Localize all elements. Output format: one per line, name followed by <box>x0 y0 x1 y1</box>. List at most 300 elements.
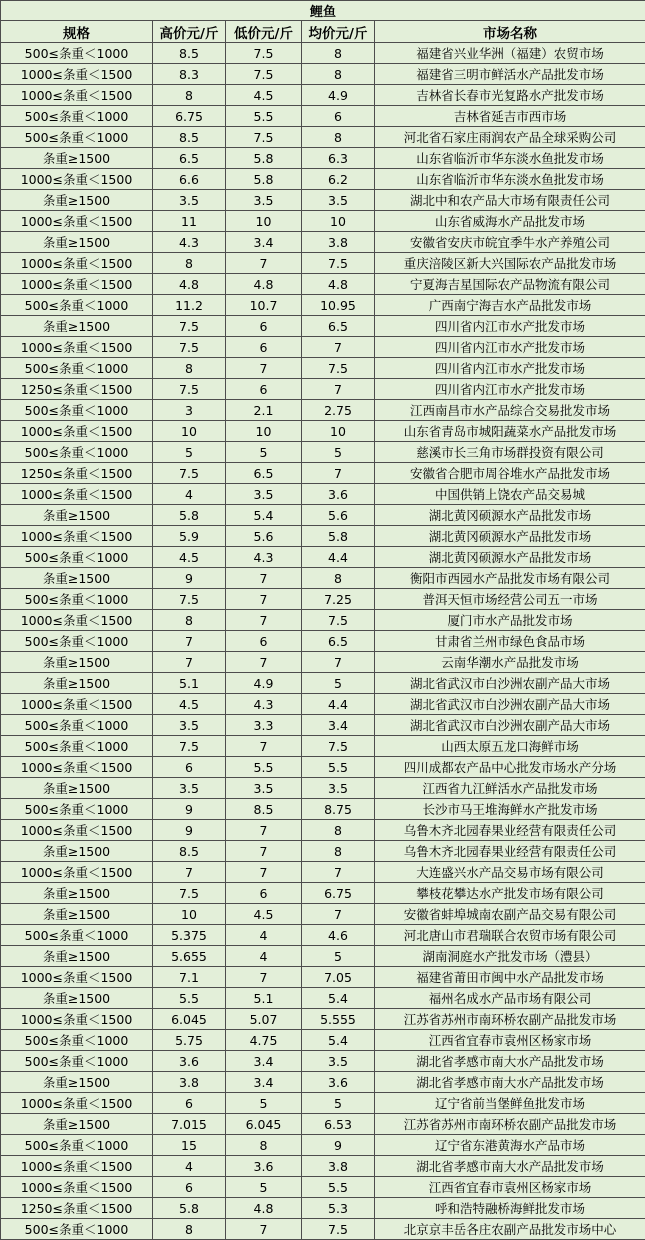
spec-cell: 500≤条重＜1000 <box>1 631 153 652</box>
high-price-cell: 6 <box>153 1177 226 1198</box>
market-name-cell: 云南华潮水产品批发市场 <box>375 652 645 673</box>
table-row <box>1 253 645 274</box>
low-price-cell: 7 <box>226 253 302 274</box>
table-row <box>1 883 645 904</box>
header-market-name: 市场名称 <box>375 21 645 43</box>
market-name-cell: 普洱天恒市场经营公司五一市场 <box>375 589 645 610</box>
high-price-cell: 5.75 <box>153 1030 226 1051</box>
avg-price-cell: 5 <box>302 1093 375 1114</box>
high-price-cell: 4.5 <box>153 547 226 568</box>
low-price-cell: 4.75 <box>226 1030 302 1051</box>
low-price-cell: 7 <box>226 967 302 988</box>
low-price-cell: 4.3 <box>226 547 302 568</box>
table-row <box>1 631 645 652</box>
low-price-cell: 6.045 <box>226 1114 302 1135</box>
high-price-cell: 5.8 <box>153 505 226 526</box>
low-price-cell: 7 <box>226 1219 302 1240</box>
spec-cell: 500≤条重＜1000 <box>1 106 153 127</box>
header-high-price: 高价元/斤 <box>153 21 226 43</box>
low-price-cell: 6 <box>226 379 302 400</box>
low-price-cell: 7 <box>226 589 302 610</box>
spec-cell: 1000≤条重＜1500 <box>1 820 153 841</box>
low-price-cell: 7 <box>226 358 302 379</box>
market-name-cell: 四川省内江市水产批发市场 <box>375 379 645 400</box>
high-price-cell: 9 <box>153 568 226 589</box>
avg-price-cell: 7.5 <box>302 610 375 631</box>
low-price-cell: 7.5 <box>226 64 302 85</box>
market-name-cell: 湖北省孝感市南大水产品批发市场 <box>375 1156 645 1177</box>
avg-price-cell: 7.5 <box>302 736 375 757</box>
table-body <box>1 43 645 1240</box>
market-name-cell: 福建省莆田市闽中水产品批发市场 <box>375 967 645 988</box>
avg-price-cell: 4.4 <box>302 694 375 715</box>
spec-cell: 1000≤条重＜1500 <box>1 526 153 547</box>
spec-cell: 1000≤条重＜1500 <box>1 967 153 988</box>
market-name-cell: 湖北省武汉市白沙洲农副产品大市场 <box>375 673 645 694</box>
low-price-cell: 5.4 <box>226 505 302 526</box>
table-row <box>1 757 645 778</box>
low-price-cell: 4.5 <box>226 904 302 925</box>
table-row <box>1 736 645 757</box>
low-price-cell: 7 <box>226 568 302 589</box>
spec-cell: 条重≥1500 <box>1 232 153 253</box>
spec-cell: 1000≤条重＜1500 <box>1 1177 153 1198</box>
high-price-cell: 8 <box>153 1219 226 1240</box>
high-price-cell: 8.5 <box>153 127 226 148</box>
spec-cell: 500≤条重＜1000 <box>1 295 153 316</box>
market-name-cell: 吉林省延吉市西市场 <box>375 106 645 127</box>
market-name-cell: 安徽省蚌埠城南农副产品交易有限公司 <box>375 904 645 925</box>
low-price-cell: 5.8 <box>226 169 302 190</box>
spec-cell: 1000≤条重＜1500 <box>1 85 153 106</box>
avg-price-cell: 5 <box>302 442 375 463</box>
spec-cell: 500≤条重＜1000 <box>1 1051 153 1072</box>
avg-price-cell: 5.6 <box>302 505 375 526</box>
low-price-cell: 3.5 <box>226 778 302 799</box>
table-row <box>1 295 645 316</box>
low-price-cell: 7 <box>226 862 302 883</box>
market-name-cell: 江西南昌市水产品综合交易批发市场 <box>375 400 645 421</box>
spec-cell: 500≤条重＜1000 <box>1 400 153 421</box>
market-name-cell: 河北唐山市君瑞联合农贸市场有限公司 <box>375 925 645 946</box>
market-name-cell: 江西省宜春市袁州区杨家市场 <box>375 1030 645 1051</box>
high-price-cell: 8 <box>153 85 226 106</box>
spec-cell: 1000≤条重＜1500 <box>1 694 153 715</box>
avg-price-cell: 5.3 <box>302 1198 375 1219</box>
avg-price-cell: 7.5 <box>302 358 375 379</box>
avg-price-cell: 8 <box>302 127 375 148</box>
low-price-cell: 10 <box>226 211 302 232</box>
market-name-cell: 山东省青岛市城阳蔬菜水产品批发市场 <box>375 421 645 442</box>
high-price-cell: 7 <box>153 631 226 652</box>
low-price-cell: 5.8 <box>226 148 302 169</box>
table-row <box>1 211 645 232</box>
table-row <box>1 967 645 988</box>
high-price-cell: 5.655 <box>153 946 226 967</box>
market-name-cell: 江苏省苏州市南环桥农副产品批发市场 <box>375 1114 645 1135</box>
table-row <box>1 610 645 631</box>
spec-cell: 条重≥1500 <box>1 904 153 925</box>
market-name-cell: 湖北省孝感市南大水产品批发市场 <box>375 1051 645 1072</box>
low-price-cell: 4.8 <box>226 1198 302 1219</box>
low-price-cell: 10 <box>226 421 302 442</box>
avg-price-cell: 4.8 <box>302 274 375 295</box>
spec-cell: 条重≥1500 <box>1 673 153 694</box>
market-name-cell: 甘肃省兰州市绿色食品市场 <box>375 631 645 652</box>
high-price-cell: 8 <box>153 610 226 631</box>
avg-price-cell: 7.05 <box>302 967 375 988</box>
market-name-cell: 长沙市马王堆海鲜水产批发市场 <box>375 799 645 820</box>
high-price-cell: 5.375 <box>153 925 226 946</box>
high-price-cell: 5.5 <box>153 988 226 1009</box>
market-name-cell: 湖北黄冈硕源水产品批发市场 <box>375 547 645 568</box>
avg-price-cell: 4.6 <box>302 925 375 946</box>
avg-price-cell: 3.5 <box>302 190 375 211</box>
market-name-cell: 吉林省长春市光复路水产批发市场 <box>375 85 645 106</box>
table-row <box>1 526 645 547</box>
table-row <box>1 64 645 85</box>
market-name-cell: 河北省石家庄雨润农产品全球采购公司 <box>375 127 645 148</box>
low-price-cell: 5.07 <box>226 1009 302 1030</box>
table-row <box>1 925 645 946</box>
avg-price-cell: 6.53 <box>302 1114 375 1135</box>
market-name-cell: 江西省九江鲜活水产品批发市场 <box>375 778 645 799</box>
high-price-cell: 7 <box>153 652 226 673</box>
avg-price-cell: 8 <box>302 64 375 85</box>
market-name-cell: 中国供销上饶农产品交易城 <box>375 484 645 505</box>
low-price-cell: 3.6 <box>226 1156 302 1177</box>
spec-cell: 条重≥1500 <box>1 883 153 904</box>
spec-cell: 条重≥1500 <box>1 988 153 1009</box>
spec-cell: 1250≤条重＜1500 <box>1 1198 153 1219</box>
high-price-cell: 4.3 <box>153 232 226 253</box>
market-name-cell: 呼和浩特融桥海鲜批发市场 <box>375 1198 645 1219</box>
low-price-cell: 5 <box>226 1093 302 1114</box>
high-price-cell: 3.5 <box>153 715 226 736</box>
table-row <box>1 106 645 127</box>
table-row <box>1 232 645 253</box>
table-row <box>1 85 645 106</box>
avg-price-cell: 6.5 <box>302 631 375 652</box>
market-name-cell: 湖北黄冈硕源水产品批发市场 <box>375 505 645 526</box>
avg-price-cell: 7 <box>302 904 375 925</box>
table-row <box>1 715 645 736</box>
spec-cell: 1250≤条重＜1500 <box>1 379 153 400</box>
market-name-cell: 重庆涪陵区新大兴国际农产品批发市场 <box>375 253 645 274</box>
avg-price-cell: 4.9 <box>302 85 375 106</box>
spec-cell: 条重≥1500 <box>1 1114 153 1135</box>
low-price-cell: 3.3 <box>226 715 302 736</box>
low-price-cell: 7 <box>226 820 302 841</box>
low-price-cell: 5 <box>226 442 302 463</box>
market-name-cell: 辽宁省东港黄海水产品市场 <box>375 1135 645 1156</box>
market-name-cell: 攀枝花攀达水产批发市场有限公司 <box>375 883 645 904</box>
table-row <box>1 421 645 442</box>
high-price-cell: 8.5 <box>153 43 226 64</box>
spec-cell: 1000≤条重＜1500 <box>1 610 153 631</box>
table-row <box>1 547 645 568</box>
market-name-cell: 衡阳市西园水产品批发市场有限公司 <box>375 568 645 589</box>
header-spec: 规格 <box>1 21 153 43</box>
table-row <box>1 379 645 400</box>
high-price-cell: 7.5 <box>153 337 226 358</box>
low-price-cell: 7 <box>226 652 302 673</box>
low-price-cell: 6.5 <box>226 463 302 484</box>
high-price-cell: 3.5 <box>153 778 226 799</box>
spec-cell: 条重≥1500 <box>1 946 153 967</box>
market-name-cell: 大连盛兴水产品交易市场有限公司 <box>375 862 645 883</box>
avg-price-cell: 7.5 <box>302 1219 375 1240</box>
high-price-cell: 5.9 <box>153 526 226 547</box>
spec-cell: 条重≥1500 <box>1 778 153 799</box>
table-row <box>1 1093 645 1114</box>
low-price-cell: 3.5 <box>226 484 302 505</box>
table-row <box>1 1030 645 1051</box>
market-name-cell: 湖北省孝感市南大水产品批发市场 <box>375 1072 645 1093</box>
spec-cell: 1000≤条重＜1500 <box>1 862 153 883</box>
avg-price-cell: 3.8 <box>302 232 375 253</box>
high-price-cell: 8.3 <box>153 64 226 85</box>
avg-price-cell: 5 <box>302 673 375 694</box>
spec-cell: 1000≤条重＜1500 <box>1 1093 153 1114</box>
table-row <box>1 463 645 484</box>
high-price-cell: 10 <box>153 421 226 442</box>
table-row <box>1 337 645 358</box>
low-price-cell: 4.8 <box>226 274 302 295</box>
market-name-cell: 山东省临沂市华东淡水鱼批发市场 <box>375 169 645 190</box>
table-row <box>1 694 645 715</box>
high-price-cell: 4 <box>153 1156 226 1177</box>
low-price-cell: 4.3 <box>226 694 302 715</box>
header-row <box>1 21 645 43</box>
high-price-cell: 9 <box>153 799 226 820</box>
high-price-cell: 15 <box>153 1135 226 1156</box>
avg-price-cell: 8.75 <box>302 799 375 820</box>
table-row <box>1 484 645 505</box>
table-row <box>1 778 645 799</box>
spec-cell: 条重≥1500 <box>1 652 153 673</box>
table-row <box>1 799 645 820</box>
avg-price-cell: 10 <box>302 421 375 442</box>
high-price-cell: 6.6 <box>153 169 226 190</box>
table-row <box>1 1009 645 1030</box>
high-price-cell: 4.5 <box>153 694 226 715</box>
market-name-cell: 广西南宁海吉水产品批发市场 <box>375 295 645 316</box>
market-name-cell: 安徽省合肥市周谷堆水产品批发市场 <box>375 463 645 484</box>
avg-price-cell: 3.6 <box>302 484 375 505</box>
high-price-cell: 7.5 <box>153 883 226 904</box>
spec-cell: 条重≥1500 <box>1 841 153 862</box>
spec-cell: 条重≥1500 <box>1 568 153 589</box>
high-price-cell: 4.8 <box>153 274 226 295</box>
avg-price-cell: 4.4 <box>302 547 375 568</box>
table-row <box>1 1198 645 1219</box>
market-name-cell: 宁夏海吉星国际农产品物流有限公司 <box>375 274 645 295</box>
market-name-cell: 慈溪市长三角市场群投资有限公司 <box>375 442 645 463</box>
table-row <box>1 1156 645 1177</box>
table-row <box>1 1135 645 1156</box>
high-price-cell: 11.2 <box>153 295 226 316</box>
spec-cell: 500≤条重＜1000 <box>1 127 153 148</box>
avg-price-cell: 3.4 <box>302 715 375 736</box>
table-row <box>1 841 645 862</box>
spec-cell: 500≤条重＜1000 <box>1 442 153 463</box>
avg-price-cell: 7.5 <box>302 253 375 274</box>
spec-cell: 500≤条重＜1000 <box>1 799 153 820</box>
spec-cell: 1000≤条重＜1500 <box>1 169 153 190</box>
spec-cell: 条重≥1500 <box>1 148 153 169</box>
market-name-cell: 湖南洞庭水产批发市场（澧县） <box>375 946 645 967</box>
high-price-cell: 5.8 <box>153 1198 226 1219</box>
spec-cell: 1000≤条重＜1500 <box>1 211 153 232</box>
high-price-cell: 6 <box>153 1093 226 1114</box>
low-price-cell: 4.5 <box>226 85 302 106</box>
market-name-cell: 山东省威海水产品批发市场 <box>375 211 645 232</box>
market-name-cell: 山西太原五龙口海鲜市场 <box>375 736 645 757</box>
table-row <box>1 673 645 694</box>
market-name-cell: 乌鲁木齐北园春果业经营有限责任公司 <box>375 841 645 862</box>
avg-price-cell: 3.5 <box>302 778 375 799</box>
low-price-cell: 8.5 <box>226 799 302 820</box>
spec-cell: 条重≥1500 <box>1 1072 153 1093</box>
market-name-cell: 山东省临沂市华东淡水鱼批发市场 <box>375 148 645 169</box>
avg-price-cell: 7 <box>302 862 375 883</box>
high-price-cell: 3 <box>153 400 226 421</box>
avg-price-cell: 8 <box>302 568 375 589</box>
title-row <box>1 1 645 21</box>
high-price-cell: 9 <box>153 820 226 841</box>
avg-price-cell: 8 <box>302 820 375 841</box>
avg-price-cell: 3.6 <box>302 1072 375 1093</box>
low-price-cell: 6 <box>226 883 302 904</box>
high-price-cell: 6 <box>153 757 226 778</box>
market-name-cell: 江西省宜春市袁州区杨家市场 <box>375 1177 645 1198</box>
market-name-cell: 湖北省武汉市白沙洲农副产品大市场 <box>375 694 645 715</box>
table-row <box>1 274 645 295</box>
avg-price-cell: 7 <box>302 652 375 673</box>
low-price-cell: 7 <box>226 841 302 862</box>
low-price-cell: 5.6 <box>226 526 302 547</box>
high-price-cell: 6.5 <box>153 148 226 169</box>
low-price-cell: 6 <box>226 316 302 337</box>
low-price-cell: 4.9 <box>226 673 302 694</box>
table-row <box>1 862 645 883</box>
avg-price-cell: 8 <box>302 841 375 862</box>
high-price-cell: 7.5 <box>153 379 226 400</box>
high-price-cell: 6.045 <box>153 1009 226 1030</box>
high-price-cell: 3.6 <box>153 1051 226 1072</box>
low-price-cell: 2.1 <box>226 400 302 421</box>
spec-cell: 1000≤条重＜1500 <box>1 757 153 778</box>
avg-price-cell: 6.75 <box>302 883 375 904</box>
avg-price-cell: 9 <box>302 1135 375 1156</box>
low-price-cell: 8 <box>226 1135 302 1156</box>
spec-cell: 500≤条重＜1000 <box>1 715 153 736</box>
market-name-cell: 湖北中和农产品大市场有限责任公司 <box>375 190 645 211</box>
avg-price-cell: 6.2 <box>302 169 375 190</box>
table-row <box>1 127 645 148</box>
low-price-cell: 3.5 <box>226 190 302 211</box>
high-price-cell: 7.5 <box>153 589 226 610</box>
high-price-cell: 7.5 <box>153 463 226 484</box>
header-low-price: 低价元/斤 <box>226 21 302 43</box>
spec-cell: 1000≤条重＜1500 <box>1 64 153 85</box>
market-name-cell: 福建省三明市鲜活水产品批发市场 <box>375 64 645 85</box>
table-title: 鲤鱼 <box>1 1 645 21</box>
high-price-cell: 3.5 <box>153 190 226 211</box>
spec-cell: 500≤条重＜1000 <box>1 43 153 64</box>
table-row <box>1 904 645 925</box>
table-row <box>1 43 645 64</box>
low-price-cell: 3.4 <box>226 232 302 253</box>
high-price-cell: 4 <box>153 484 226 505</box>
market-name-cell: 安徽省安庆市皖宜季牛水产养殖公司 <box>375 232 645 253</box>
avg-price-cell: 5.5 <box>302 1177 375 1198</box>
avg-price-cell: 5.4 <box>302 1030 375 1051</box>
market-name-cell: 四川省内江市水产批发市场 <box>375 316 645 337</box>
table-row <box>1 652 645 673</box>
high-price-cell: 7.5 <box>153 316 226 337</box>
spec-cell: 1000≤条重＜1500 <box>1 337 153 358</box>
high-price-cell: 5 <box>153 442 226 463</box>
spec-cell: 500≤条重＜1000 <box>1 547 153 568</box>
spec-cell: 1000≤条重＜1500 <box>1 274 153 295</box>
low-price-cell: 6 <box>226 631 302 652</box>
high-price-cell: 6.75 <box>153 106 226 127</box>
market-name-cell: 四川省内江市水产批发市场 <box>375 337 645 358</box>
avg-price-cell: 7 <box>302 337 375 358</box>
table-row <box>1 505 645 526</box>
market-name-cell: 江苏省苏州市南环桥农副产品批发市场 <box>375 1009 645 1030</box>
header-avg-price: 均价元/斤 <box>302 21 375 43</box>
low-price-cell: 7 <box>226 736 302 757</box>
table-row <box>1 946 645 967</box>
avg-price-cell: 7 <box>302 379 375 400</box>
high-price-cell: 7.5 <box>153 736 226 757</box>
spec-cell: 500≤条重＜1000 <box>1 736 153 757</box>
market-name-cell: 厦门市水产品批发市场 <box>375 610 645 631</box>
table-row <box>1 1177 645 1198</box>
table-row <box>1 1114 645 1135</box>
market-name-cell: 辽宁省前当堡鲜鱼批发市场 <box>375 1093 645 1114</box>
spec-cell: 500≤条重＜1000 <box>1 589 153 610</box>
market-name-cell: 四川成都农产品中心批发市场水产分场 <box>375 757 645 778</box>
avg-price-cell: 5.555 <box>302 1009 375 1030</box>
table-row <box>1 589 645 610</box>
avg-price-cell: 5.5 <box>302 757 375 778</box>
market-name-cell: 湖北省武汉市白沙洲农副产品大市场 <box>375 715 645 736</box>
low-price-cell: 6 <box>226 337 302 358</box>
avg-price-cell: 10 <box>302 211 375 232</box>
market-name-cell: 乌鲁木齐北园春果业经营有限责任公司 <box>375 820 645 841</box>
spec-cell: 500≤条重＜1000 <box>1 1030 153 1051</box>
spec-cell: 500≤条重＜1000 <box>1 1219 153 1240</box>
low-price-cell: 5.5 <box>226 106 302 127</box>
avg-price-cell: 5.8 <box>302 526 375 547</box>
table-row <box>1 820 645 841</box>
high-price-cell: 7.015 <box>153 1114 226 1135</box>
high-price-cell: 10 <box>153 904 226 925</box>
spec-cell: 500≤条重＜1000 <box>1 358 153 379</box>
table-row <box>1 988 645 1009</box>
spec-cell: 500≤条重＜1000 <box>1 925 153 946</box>
high-price-cell: 7 <box>153 862 226 883</box>
high-price-cell: 5.1 <box>153 673 226 694</box>
avg-price-cell: 2.75 <box>302 400 375 421</box>
table-row <box>1 1219 645 1240</box>
high-price-cell: 8 <box>153 253 226 274</box>
high-price-cell: 3.8 <box>153 1072 226 1093</box>
